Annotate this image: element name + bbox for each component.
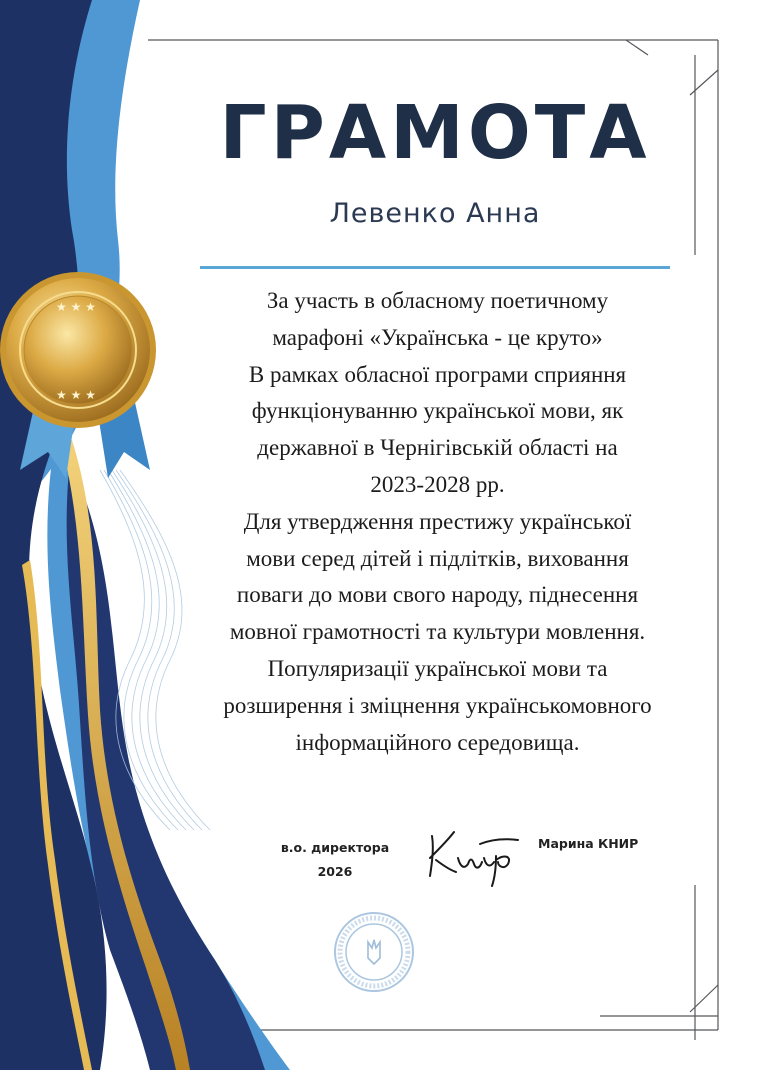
signer-name: Марина КНИР — [538, 836, 639, 851]
certificate-body — [175, 283, 700, 761]
title-divider — [200, 266, 670, 269]
svg-text:★ ★ ★: ★ ★ ★ — [56, 300, 96, 314]
body-line: розширення і зміцнення українськомовного — [223, 692, 652, 718]
body-line: За участь в обласному поетичному — [266, 288, 609, 313]
round-stamp-icon — [332, 910, 416, 994]
recipient-name: Левенко Анна — [329, 198, 541, 229]
certificate-title: ГРАМОТА — [219, 90, 651, 176]
signatory-position-block — [270, 836, 400, 884]
body-line: державної в Чернігівській області на — [257, 435, 618, 461]
body-line: мови серед дітей і підлітків, виховання — [246, 545, 629, 571]
body-line: В рамках обласної програми сприяння — [248, 361, 627, 387]
signatory-position: в.о. директора — [280, 840, 390, 855]
body-line: марафоні «Українська - це круто» — [272, 324, 603, 350]
svg-text:★ ★ ★: ★ ★ ★ — [56, 388, 96, 402]
body-line: Для утвердження престижу української — [243, 508, 632, 534]
body-line: поваги до мови свого народу, піднесення — [236, 582, 639, 608]
body-line: інформаційного середовища. — [295, 729, 580, 755]
body-line: функціонуванню української мови, як — [251, 398, 624, 424]
handwritten-signature — [420, 818, 530, 888]
body-line: Популяризації української мови та — [267, 655, 608, 681]
body-line: мовної грамотності та культури мовлення. — [229, 619, 646, 645]
body-line: 2023-2028 рр. — [370, 471, 505, 497]
certificate-year: 2026 — [317, 864, 353, 879]
